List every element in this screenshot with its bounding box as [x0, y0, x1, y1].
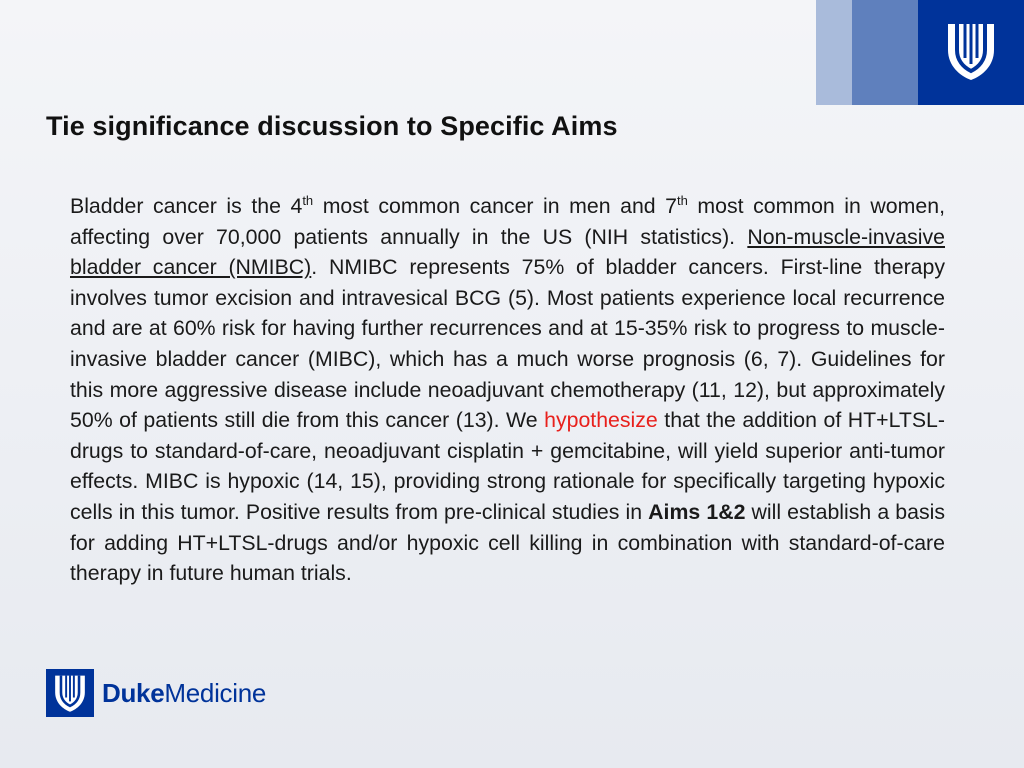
light-blue-bar	[816, 0, 852, 105]
corner-decoration	[816, 0, 1024, 105]
body-text-1: Bladder cancer is the 4	[70, 194, 303, 218]
superscript-th-2: th	[677, 193, 688, 208]
duke-medicine-logo	[46, 669, 266, 717]
duke-shield-icon	[944, 20, 998, 82]
nmibc-underlined-term: Non-muscle-invasive bladder cancer (NMIBC)	[70, 224, 945, 280]
logo-duke-text: Duke	[102, 677, 165, 708]
body-text-6: will establish a basis for adding HT+LTSL-drugs and/or hypoxic cell killing in combination with standard-of-care therapy in future human trials.	[70, 499, 945, 586]
logo-wordmark	[102, 678, 266, 709]
body-paragraph	[70, 191, 945, 589]
duke-shield-icon	[52, 673, 88, 713]
superscript-th-1: th	[302, 193, 314, 208]
logo-shield-box	[46, 669, 94, 717]
slide-title: Tie significance discussion to Specific Aims	[46, 111, 618, 141]
hypothesize-highlight: hypothesize	[544, 408, 658, 433]
body-text-5: that the addition of HT+LTSL-drugs to standard-of-care, neoadjuvant cisplatin + gemcitabine, will yield superior anti-tumor effects. MIBC is hypoxic (14, 15), providing strong rationale for specifically targeting hypoxic cells in this tumor. Positive results from pre-clinical studies in	[70, 408, 945, 524]
body-text-4: . NMIBC represents 75% of bladder cancers. First-line therapy involves tumor excision and intravesical BCG (5). Most patients experience local recurrence and are at 60% risk for having further recurrences and at 15-35% risk to progress to muscle-invasive bladder cancer (MIBC), which has a much worse prognosis (6, 7). Guidelines for this more aggressive disease include neoadjuvant chemotherapy (11, 12), but approximately 50% of patients still die from this cancer (13). We	[70, 255, 946, 433]
logo-medicine-text: Medicine	[164, 677, 267, 708]
body-text-2: most common cancer in men and 7	[313, 194, 678, 218]
body-text-3: most common in women, affecting over 70,000 patients annually in the US (NIH statistics).	[70, 194, 945, 249]
aims-bold: Aims 1&2	[648, 499, 746, 524]
mid-blue-bar	[852, 0, 918, 105]
